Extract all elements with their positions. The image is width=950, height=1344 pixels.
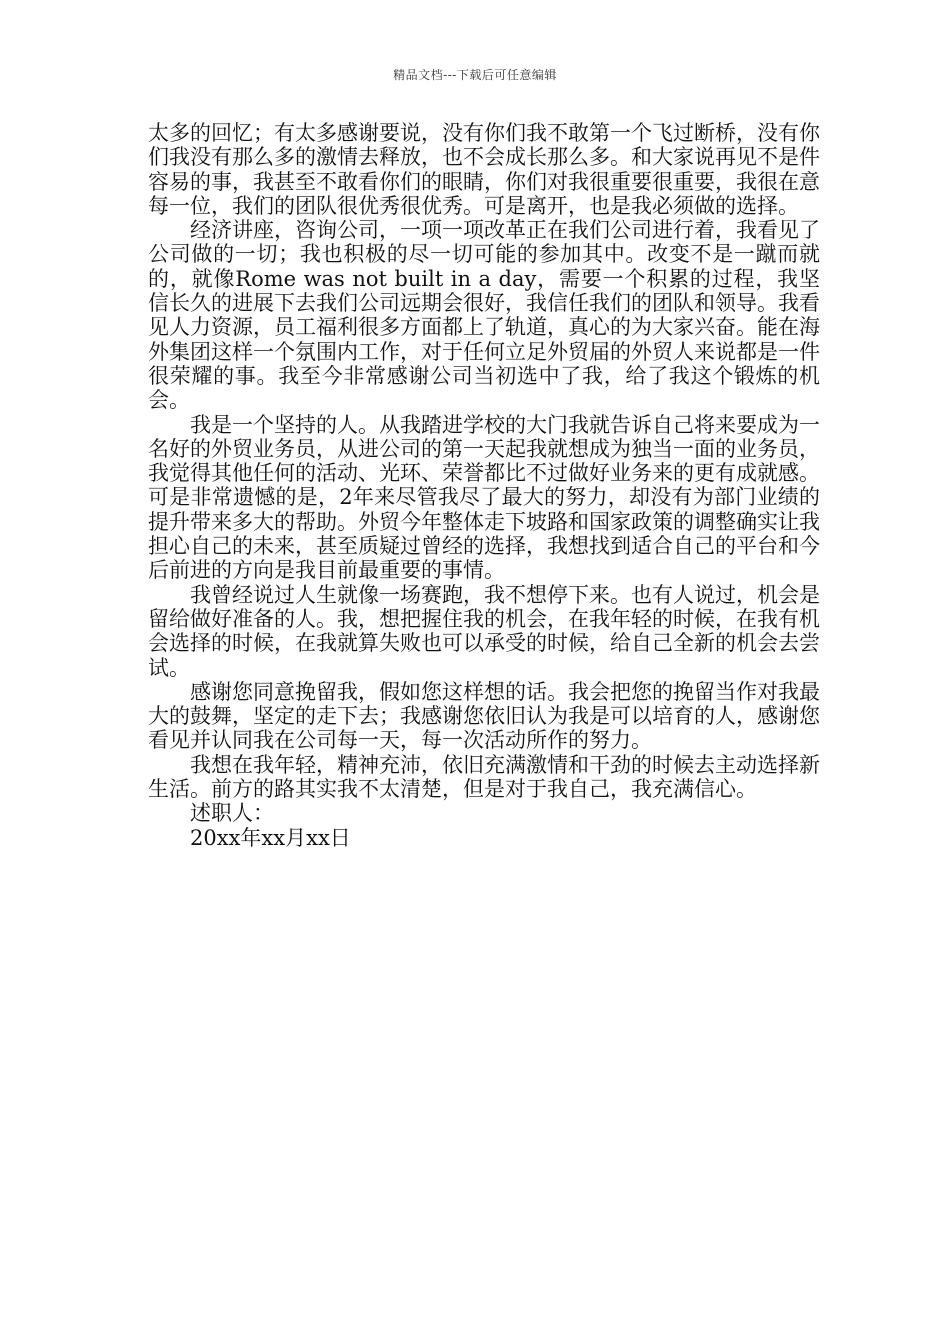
paragraph-6: 我想在我年轻，精神充沛，依旧充满激情和干劲的时候去主动选择新生活。前方的路其实我不太清楚，但是对于我自己，我充满信心。 [148,752,820,802]
signature-label: 述职人： [190,801,274,826]
document-body [148,121,820,850]
paragraph-5: 感谢您同意挽留我，假如您这样想的话。我会把您的挽留当作对我最大的鼓舞，坚定的走下去；我感谢您依旧认为我是可以培育的人，感谢您看见并认同我在公司每一天，每一次活动所作的努力。 [148,679,820,753]
paragraph-2: 经济讲座，咨询公司，一项一项改革正在我们公司进行着，我看见了公司做的一切；我也积极的尽一切可能的参加其中。改变不是一蹴而就的，就像Rome was not built in a day，需要一个积累的过程，我坚信长久的进展下去我们公司远期会很好，我信任我们的团队和领导。我看见人力资源，员工福利很多方面都上了轨道，真心的为大家兴奋。能在海外集团这样一个氛围内工作，对于任何立足外贸届的外贸人来说都是一件很荣耀的事。我至今非常感谢公司当初选中了我，给了我这个锻炼的机会。 [148,218,820,413]
paragraph-4: 我曾经说过人生就像一场赛跑，我不想停下来。也有人说过，机会是留给做好准备的人。我，想把握住我的机会，在我年轻的时候，在我有机会选择的时候，在我就算失败也可以承受的时候，给自己全新的机会去尝试。 [148,582,820,680]
paragraph-3: 我是一个坚持的人。从我踏进学校的大门我就告诉自己将来要成为一名好的外贸业务员，从进公司的第一天起我就想成为独当一面的业务员，我觉得其他任何的活动、光环、荣誉都比不过做好业务来的更有成就感。可是非常遗憾的是，2年来尽管我尽了最大的努力，却没有为部门业绩的提升带来多大的帮助。外贸今年整体走下坡路和国家政策的调整确实让我担心自己的未来，甚至质疑过曾经的选择，我想找到适合自己的平台和今后前进的方向是我目前最重要的事情。 [148,412,820,583]
date-line: 20xx年xx月xx日 [190,825,351,850]
paragraph-1: 太多的回忆；有太多感谢要说，没有你们我不敢第一个飞过断桥，没有你们我没有那么多的激情去释放，也不会成长那么多。和大家说再见不是件容易的事，我甚至不敢看你们的眼睛，你们对我很重要很重要，我很在意每一位，我们的团队很优秀很优秀。可是离开，也是我必须做的选择。 [148,121,820,218]
page-header: 精品文档---下载后可任意编辑 [393,68,557,82]
